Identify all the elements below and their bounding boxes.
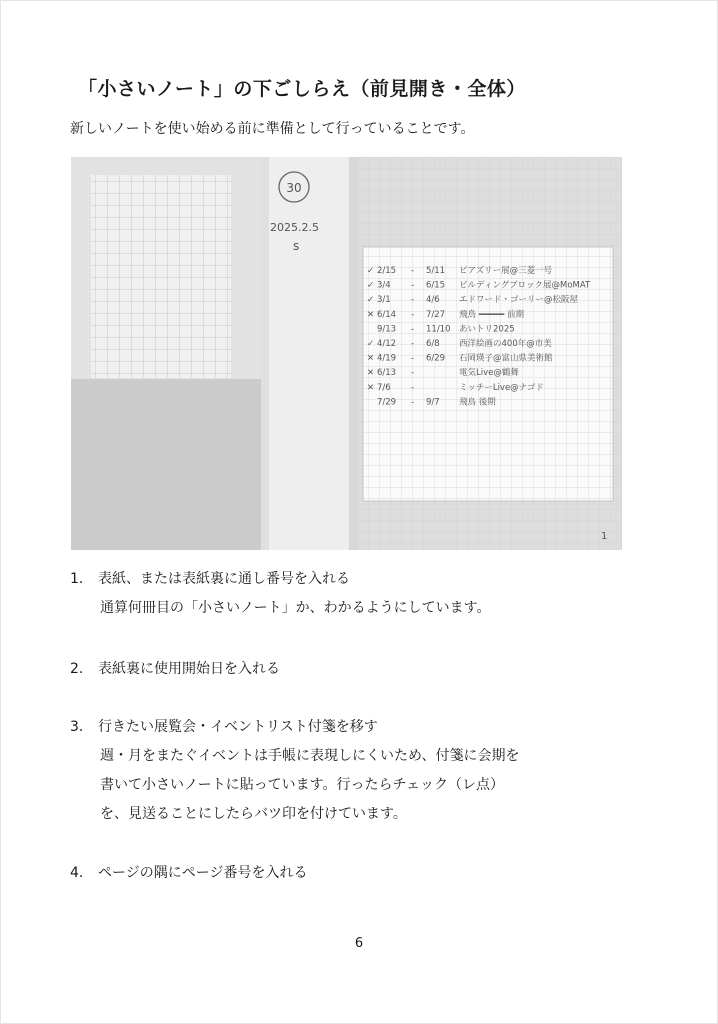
step-number: 1. (70, 571, 84, 587)
page-title: 「小さいノート」の下ごしらえ（前見開き・全体） (78, 78, 526, 100)
step-heading: 表紙裏に使用開始日を入れる (98, 661, 280, 677)
sticky-row-mark: ✕ (367, 368, 375, 379)
step-2 (70, 658, 280, 678)
sticky-row-event: ビルディングブロック展@MoMAT (459, 280, 591, 291)
sticky-row-mark: ✕ (367, 382, 375, 393)
sticky-row-end: 5/11 (426, 266, 446, 276)
sticky-row-dash: - (411, 324, 415, 335)
step-3-line-1: 週・月をまたぐイベントは手帳に表現しにくいため、付箋に会期を (100, 748, 520, 764)
sticky-row-dash: - (411, 368, 415, 379)
sticky-row-dash: - (411, 309, 415, 320)
step-number: 3. (70, 719, 84, 735)
sticky-row-start: 4/19 (377, 353, 397, 364)
sticky-row-mark: ✓ (367, 339, 375, 349)
sticky-row-dash: - (411, 382, 415, 393)
step-number: 2. (70, 661, 84, 677)
sticky-row-start: 3/1 (377, 295, 391, 306)
page-number: 6 (354, 936, 364, 951)
sticky-row-event: あいトリ2025 (459, 324, 515, 335)
sticky-row-end: 11/10 (426, 324, 451, 335)
start-mark: s (293, 239, 300, 253)
sticky-row-dash: - (411, 397, 415, 408)
sticky-row-mark: ✓ (367, 266, 375, 276)
sticky-row-start: 7/29 (377, 397, 397, 408)
sticky-row (367, 353, 553, 364)
step-1 (70, 568, 350, 588)
sticky-row-dash: - (411, 353, 415, 364)
cover-number: 30 (286, 181, 302, 195)
sticky-row-dash: - (411, 339, 415, 349)
sticky-row-end: 6/8 (426, 339, 440, 349)
sticky-row-event: 石岡瑛子@富山県美術館 (459, 353, 553, 364)
sticky-row-event: 電気Live@鶴舞 (459, 368, 519, 379)
step-heading: ページの隅にページ番号を入れる (98, 865, 308, 881)
start-date: 2025.2.5 (270, 221, 319, 234)
sticky-row-event: 西洋絵画の400年@市美 (459, 339, 552, 349)
sticky-row-end: 4/6 (426, 295, 440, 306)
page-corner-number: 1 (601, 531, 608, 542)
sticky-row (377, 396, 496, 407)
sticky-row-end: 7/27 (426, 309, 446, 320)
sticky-row (367, 338, 552, 349)
step-1-line-1: 通算何冊目の「小さいノート」か、わかるようにしています。 (100, 600, 491, 616)
sticky-row-event: ビアズリー展@三菱一号 (459, 266, 553, 276)
sticky-row-dash: - (411, 280, 415, 291)
sticky-row-end: 9/7 (426, 397, 440, 408)
step-number: 4. (70, 865, 84, 881)
sticky-row-event: エドワード・ゴーリー@松阪屋 (459, 295, 579, 306)
sticky-row-start: 9/13 (377, 324, 397, 335)
intro-text: 新しいノートを使い始める前に準備として行っていることです。 (70, 121, 475, 137)
sticky-row-start: 4/12 (377, 339, 397, 349)
step-3-line-2: 書いて小さいノートに貼っています。行ったらチェック（レ点） (100, 777, 505, 793)
sticky-row-mark: ✓ (367, 295, 375, 306)
sticky-row-event: 飛鳥 ━━━━━ 前期 (459, 309, 524, 320)
step-4 (70, 862, 307, 882)
sticky-row-event: 飛鳥 後期 (459, 397, 496, 408)
sticky-row-mark: ✕ (367, 309, 375, 320)
sticky-row-end: 6/29 (426, 353, 446, 364)
sticky-row-dash: - (411, 266, 415, 276)
sticky-row-start: 7/6 (377, 382, 391, 393)
sticky-row-start: 2/15 (377, 266, 397, 276)
sticky-row-start: 3/4 (377, 280, 391, 291)
notebook-photo (71, 157, 622, 550)
sticky-row-end: 6/15 (426, 280, 446, 291)
step-3 (70, 716, 378, 736)
sticky-row (367, 265, 553, 276)
step-heading: 表紙、または表紙裏に通し番号を入れる (98, 571, 350, 587)
step-3-line-3: を、見送ることにしたらバツ印を付けています。 (100, 806, 407, 822)
sticky-row-dash: - (411, 295, 415, 306)
sticky-row-start: 6/13 (377, 368, 397, 379)
sticky-row-event: ミッチーLive@ナゴド (459, 382, 544, 393)
sticky-row-mark: ✕ (367, 353, 375, 364)
sticky-row-mark: ✓ (367, 280, 375, 291)
sticky-row-start: 6/14 (377, 309, 397, 320)
step-heading: 行きたい展覧会・イベントリスト付箋を移す (98, 719, 378, 735)
